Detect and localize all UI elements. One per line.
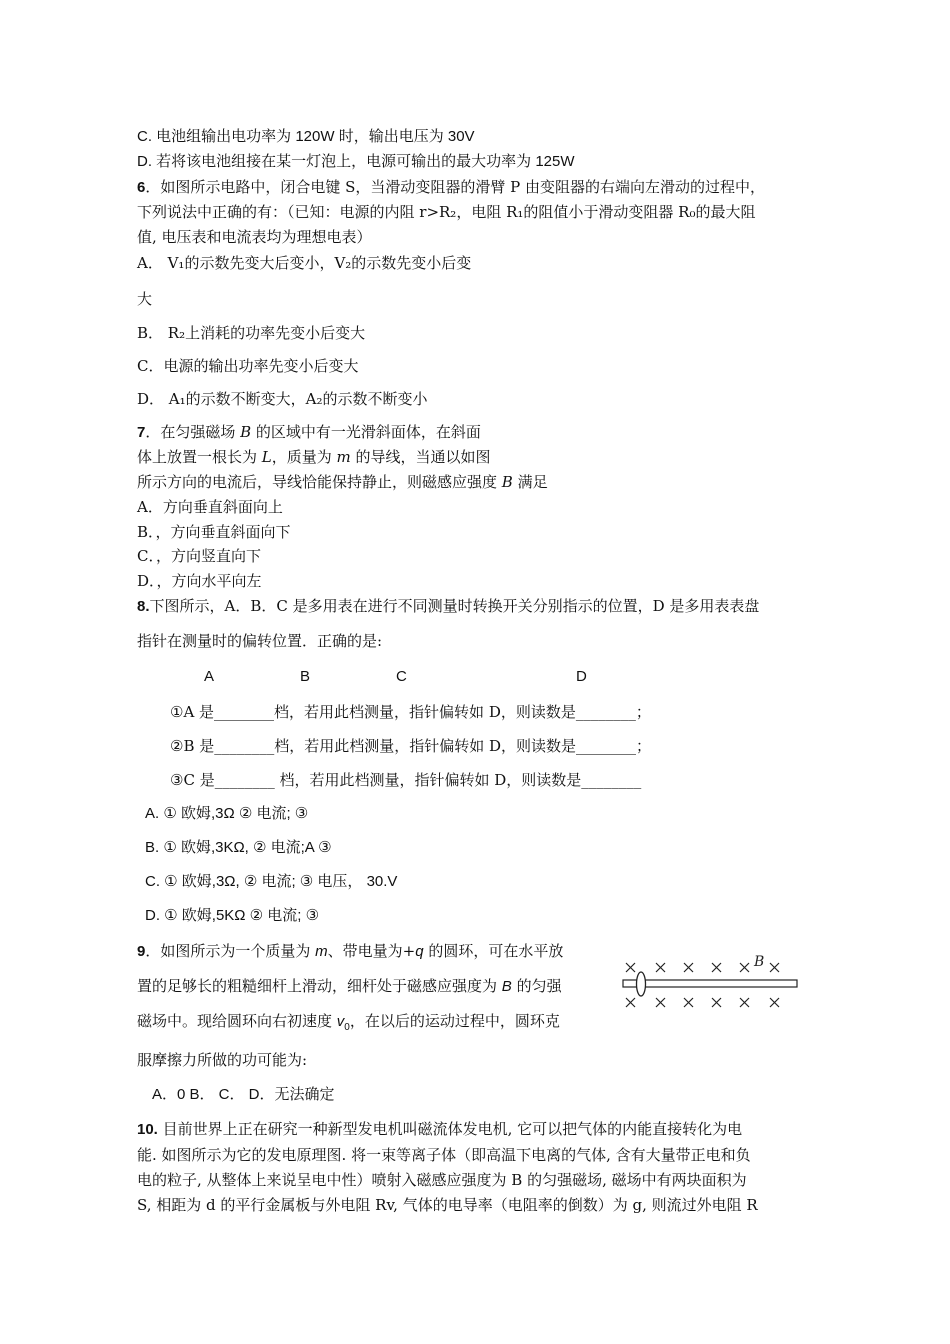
q10-line-1 (137, 1119, 742, 1140)
q10-number: 10. (137, 1121, 158, 1138)
q9-t3c: 0 (344, 1022, 350, 1033)
q7-line-1 (137, 422, 481, 443)
q9-t2a: 置的足够长的粗糙细杆上滑动，细杆处于磁感应强度为 (137, 977, 502, 995)
q7-option-a: A．方向垂直斜面向上 (137, 498, 283, 516)
q9-t1d: q (415, 943, 424, 960)
q8-label-b: B (300, 668, 311, 685)
q6-line-1 (137, 177, 765, 198)
q7-t2d: m (336, 448, 351, 466)
q5-option-c: C. 电池组输出电功率为 120W 时，输出电压为 30V (137, 128, 475, 145)
q9-number: 9 (137, 943, 146, 960)
q10-line-3: 电的粒子, 从整体上来说呈电中性）喷射入磁感应强度为 B 的匀强磁场, 磁场中有两块面积为 (137, 1171, 747, 1189)
q9-t2c: 的匀强 (511, 977, 562, 995)
q6-option-a-cont: 大 (137, 290, 153, 308)
q9-t3b: v (336, 1013, 345, 1030)
q5-option-d: D. 若将该电池组接在某一灯泡上，电源可输出的最大功率为 125W (137, 153, 575, 170)
q7-number: 7 (137, 424, 146, 441)
q7-t1c: 的区域中有一光滑斜面体，在斜面 (251, 423, 481, 441)
q9-t1a: ．如图所示为一个质量为 (145, 942, 316, 960)
q7-option-d: D．，方向水平向左 (137, 572, 262, 590)
q10-line-4: S, 相距为 d 的平行金属板与外电阻 Rv, 气体的电导率（电阻率的倒数）为 g, 则流过外电阻 R (137, 1196, 758, 1214)
ring (637, 972, 646, 996)
q9-figure (620, 948, 810, 1018)
q9-t1b: m (315, 943, 328, 960)
q9-t3d: ，在以后的运动过程中，圆环克 (349, 1012, 560, 1030)
q6-number: 6 (137, 179, 146, 196)
q6-line-3: 值, 电压表和电流表均为理想电表） (137, 228, 372, 246)
field-crosses-bottom (626, 998, 779, 1007)
q9-t3a: 磁场中。现给圆环向右初速度 (137, 1012, 337, 1030)
q6-option-d: D． A₁的示数不断变大，A₂的示数不断变小 (137, 390, 428, 408)
q6-line-2: 下列说法中正确的有：（已知：电源的内阻 r>R₂，电阻 R₁的阻值小于滑动变阻器 R₀的最大阻 (137, 203, 756, 221)
q8-line-1 (137, 596, 759, 617)
rod (623, 980, 797, 987)
q7-t2a: 体上放置一根长为 (137, 448, 262, 466)
q9-line-3 (137, 1011, 560, 1038)
q8-line-2: 指针在测量时的偏转位置．正确的是: (137, 632, 383, 650)
q8-blank-1: ①A 是________档，若用此档测量，指针偏转如 D，则读数是________； (170, 703, 651, 721)
q10-text-1: 目前世界上正在研究一种新型发电机叫磁流体发电机, 它可以把气体的内能直接转化为电 (157, 1120, 743, 1138)
q7-option-b: B．，方向垂直斜面向下 (137, 523, 291, 541)
q6-option-b: B． R₂上消耗的功率先变小后变大 (137, 324, 366, 342)
q8-option-c: C. ① 欧姆,3Ω, ② 电流; ③ 电压， 30.V (145, 873, 398, 890)
q7-t1b: B (240, 423, 252, 441)
q8-option-b: B. ① 欧姆,3KΩ, ② 电流;A ③ (145, 839, 332, 856)
q7-t2b: L (261, 448, 272, 466)
q7-line-2 (137, 447, 491, 467)
q6-option-c: C．电源的输出功率先变小后变大 (137, 357, 359, 375)
q9-t2b: B (501, 978, 512, 995)
q9-line-2 (137, 976, 562, 997)
q7-t3c: 满足 (512, 473, 548, 491)
q8-label-c: C (396, 668, 407, 685)
q8-option-d: D. ① 欧姆,5KΩ ② 电流; ③ (145, 907, 320, 924)
q9-line-4: 服摩擦力所做的功可能为: (137, 1051, 308, 1069)
q8-number: 8. (137, 598, 150, 615)
q7-t1a: ．在匀强磁场 (145, 423, 241, 441)
q7-t2c: ，质量为 (271, 448, 337, 466)
q8-label-d: D (576, 668, 587, 685)
q7-t3a: 所示方向的电流后，导线恰能保持静止，则磁感应强度 (137, 473, 502, 491)
q7-t3b: B (501, 473, 513, 491)
q8-label-a: A (204, 668, 215, 685)
field-label-b: B (754, 954, 765, 970)
q7-t2e: 的导线，当通以如图 (350, 448, 491, 466)
q8-blank-2: ②B 是________档，若用此档测量，指针偏转如 D，则读数是________； (170, 737, 652, 755)
q7-line-3 (137, 472, 548, 492)
q10-line-2: 能. 如图所示为它的发电原理图. 将一束等离子体（即高温下电离的气体, 含有大量带正电和负 (137, 1146, 751, 1164)
q9-t1c: 、带电量为+ (327, 942, 416, 960)
q6-option-a: A． V₁的示数先变大后变小，V₂的示数先变小后变 (137, 254, 472, 272)
q7-option-c: C．，方向竖直向下 (137, 547, 261, 565)
q9-t1e: 的圆环，可在水平放 (423, 942, 564, 960)
q8-blank-3: ③C 是________ 档，若用此档测量，指针偏转如 D，则读数是________ (170, 771, 642, 789)
q9-options: A．0 B． C． D．无法确定 (152, 1086, 335, 1103)
q9-line-1 (137, 941, 563, 962)
q8-text-1: 下图所示，A．B．C 是多用表在进行不同测量时转换开关分别指示的位置，D 是多用表表盘 (149, 597, 760, 615)
q6-text-1: ．如图所示电路中，闭合电键 S，当滑动变阻器的滑臂 P 由变阻器的右端向左滑动的过程中， (145, 178, 766, 196)
q8-option-a: A. ① 欧姆,3Ω ② 电流; ③ (145, 805, 309, 822)
